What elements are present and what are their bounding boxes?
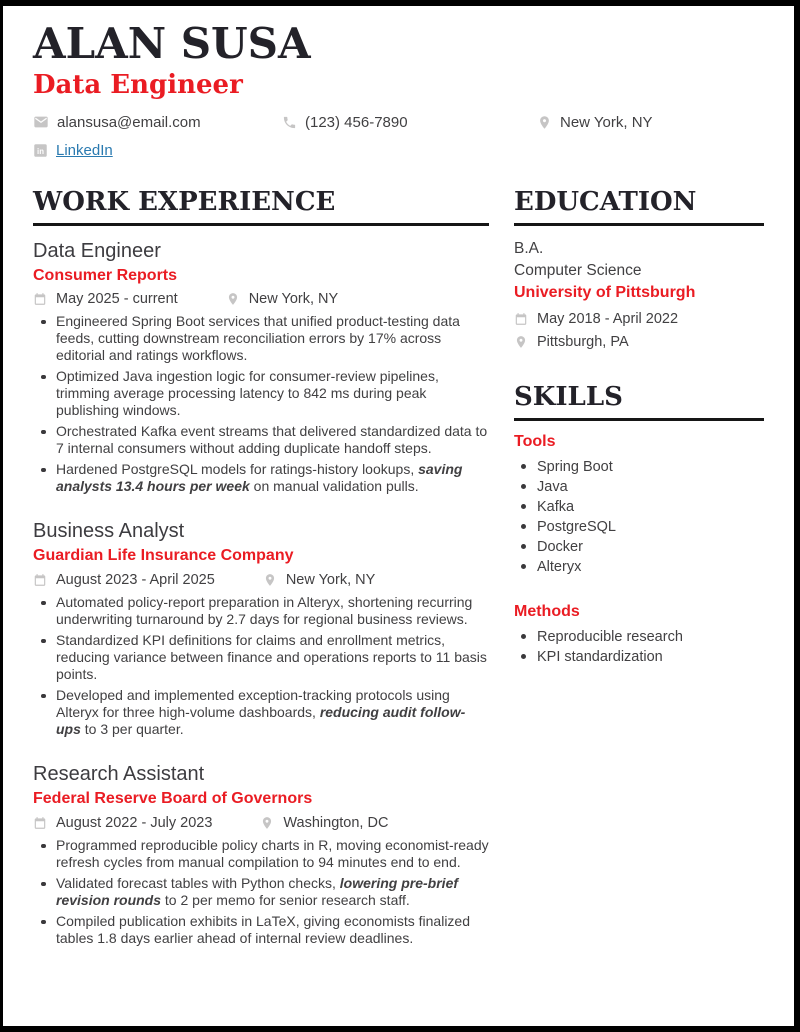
candidate-title: Data Engineer (33, 70, 243, 101)
education-degree: B.A. (514, 239, 544, 257)
skills-section (514, 381, 764, 667)
job-bullet: Optimized Java ingestion logic for consumer-review pipelines, trimming average processing latency to 842 ms during peak publishing windows. (33, 368, 489, 419)
job-location-text: New York, NY (285, 572, 376, 589)
contact-phone (282, 114, 537, 131)
job-bullet: Hardened PostgreSQL models for ratings-history lookups, saving analysts 13.4 hours per week on manual validation pulls. (33, 461, 489, 495)
job-dates (33, 815, 212, 831)
job-dates (33, 291, 178, 307)
location-pin-icon (263, 573, 277, 587)
job-dates-text: May 2025 - current (56, 291, 178, 308)
job-entry (33, 239, 489, 496)
job-entry (33, 762, 489, 947)
job-bullets (33, 594, 489, 738)
education-field: Computer Science (514, 261, 642, 279)
skill-item: Kafka (514, 497, 764, 517)
linkedin-link[interactable]: LinkedIn (56, 141, 113, 159)
education-location (514, 334, 764, 350)
calendar-icon (33, 816, 47, 830)
location-pin-icon (260, 816, 274, 830)
contact-phone-text: (123) 456-7890 (305, 113, 408, 131)
job-location (263, 572, 375, 588)
skill-item: Alteryx (514, 557, 764, 577)
contact-linkedin (33, 142, 113, 159)
jobs-list (33, 239, 489, 947)
job-location (226, 291, 338, 307)
candidate-name: ALAN SUSA (33, 19, 311, 68)
education-school: University of Pittsburgh (514, 283, 696, 301)
job-location (260, 815, 388, 831)
contact-email (33, 114, 282, 131)
job-entry (33, 519, 489, 738)
calendar-icon (33, 292, 47, 306)
job-title: Business Analyst (33, 520, 185, 543)
education-section (514, 186, 764, 350)
education-dates-text: May 2018 - April 2022 (537, 310, 679, 327)
phone-icon (282, 115, 297, 130)
education-heading: EDUCATION (514, 189, 764, 226)
envelope-icon (33, 114, 49, 130)
job-dates-text: August 2022 - July 2023 (56, 815, 213, 832)
job-bullet: Compiled publication exhibits in LaTeX, giving economists finalized tables 1.8 days earlier ahead of internal review deadlines. (33, 913, 489, 947)
job-bullets (33, 837, 489, 947)
job-company: Federal Reserve Board of Governors (33, 790, 313, 808)
work-experience-heading: WORK EXPERIENCE (33, 189, 489, 226)
job-meta-row (33, 291, 489, 307)
job-location-text: Washington, DC (283, 815, 389, 832)
job-bullet: Engineered Spring Boot services that unified product-testing data feeds, cutting downstream reconciliation errors by 17% across editorial and ratings workflows. (33, 313, 489, 364)
resume-header (33, 19, 764, 159)
job-bullet: Standardized KPI definitions for claims and enrollment metrics, reducing variance between finance and operations reports to 11 basis points. (33, 632, 489, 683)
contact-location (537, 114, 653, 131)
job-bullet: Programmed reproducible policy charts in R, moving economist-ready refresh cycles from manual compilation to 94 minutes end to end. (33, 837, 489, 871)
job-meta-row (33, 815, 489, 831)
job-bullet: Orchestrated Kafka event streams that delivered standardized data to 7 internal consumers without adding duplicate handoff steps. (33, 423, 489, 457)
linkedin-icon (33, 143, 48, 158)
contact-email-text: alansusa@email.com (57, 113, 201, 131)
skill-item: PostgreSQL (514, 517, 764, 537)
job-dates-text: August 2023 - April 2025 (56, 572, 215, 589)
contact-row (33, 114, 764, 131)
job-dates (33, 572, 215, 588)
skill-item: Java (514, 477, 764, 497)
job-meta-row (33, 572, 489, 588)
skills-heading: SKILLS (514, 384, 764, 421)
job-bullets (33, 313, 489, 495)
job-company: Consumer Reports (33, 266, 178, 284)
job-title: Data Engineer (33, 239, 161, 262)
job-bullet: Validated forecast tables with Python checks, lowering pre-brief revision rounds to 2 per memo for senior research staff. (33, 875, 489, 909)
skill-group-label: Tools (514, 432, 556, 450)
contact-location-text: New York, NY (560, 113, 653, 131)
location-pin-icon (514, 335, 528, 349)
skills-groups (514, 433, 764, 667)
skill-group (514, 433, 764, 577)
contact-row-2 (33, 142, 764, 159)
job-bullet: Automated policy-report preparation in Alteryx, shortening recurring underwriting turnaround by 2.7 days for regional business reviews. (33, 594, 489, 628)
education-location-text: Pittsburgh, PA (537, 333, 629, 350)
calendar-icon (33, 573, 47, 587)
skill-item: Docker (514, 537, 764, 557)
location-pin-icon (226, 292, 240, 306)
skill-group (514, 603, 764, 667)
skill-group-label: Methods (514, 602, 580, 620)
skill-item: KPI standardization (514, 647, 764, 667)
job-bullet: Developed and implemented exception-tracking protocols using Alteryx for three high-volume dashboards, reducing audit follow-ups to 3 per quarter. (33, 687, 489, 738)
skill-list (514, 627, 764, 667)
job-title: Research Assistant (33, 763, 205, 786)
location-pin-icon (537, 115, 552, 130)
education-dates (514, 311, 764, 327)
calendar-icon (514, 312, 528, 326)
job-location-text: New York, NY (248, 291, 339, 308)
skill-item: Spring Boot (514, 457, 764, 477)
skill-item: Reproducible research (514, 627, 764, 647)
skill-list (514, 457, 764, 577)
job-company: Guardian Life Insurance Company (33, 547, 294, 565)
